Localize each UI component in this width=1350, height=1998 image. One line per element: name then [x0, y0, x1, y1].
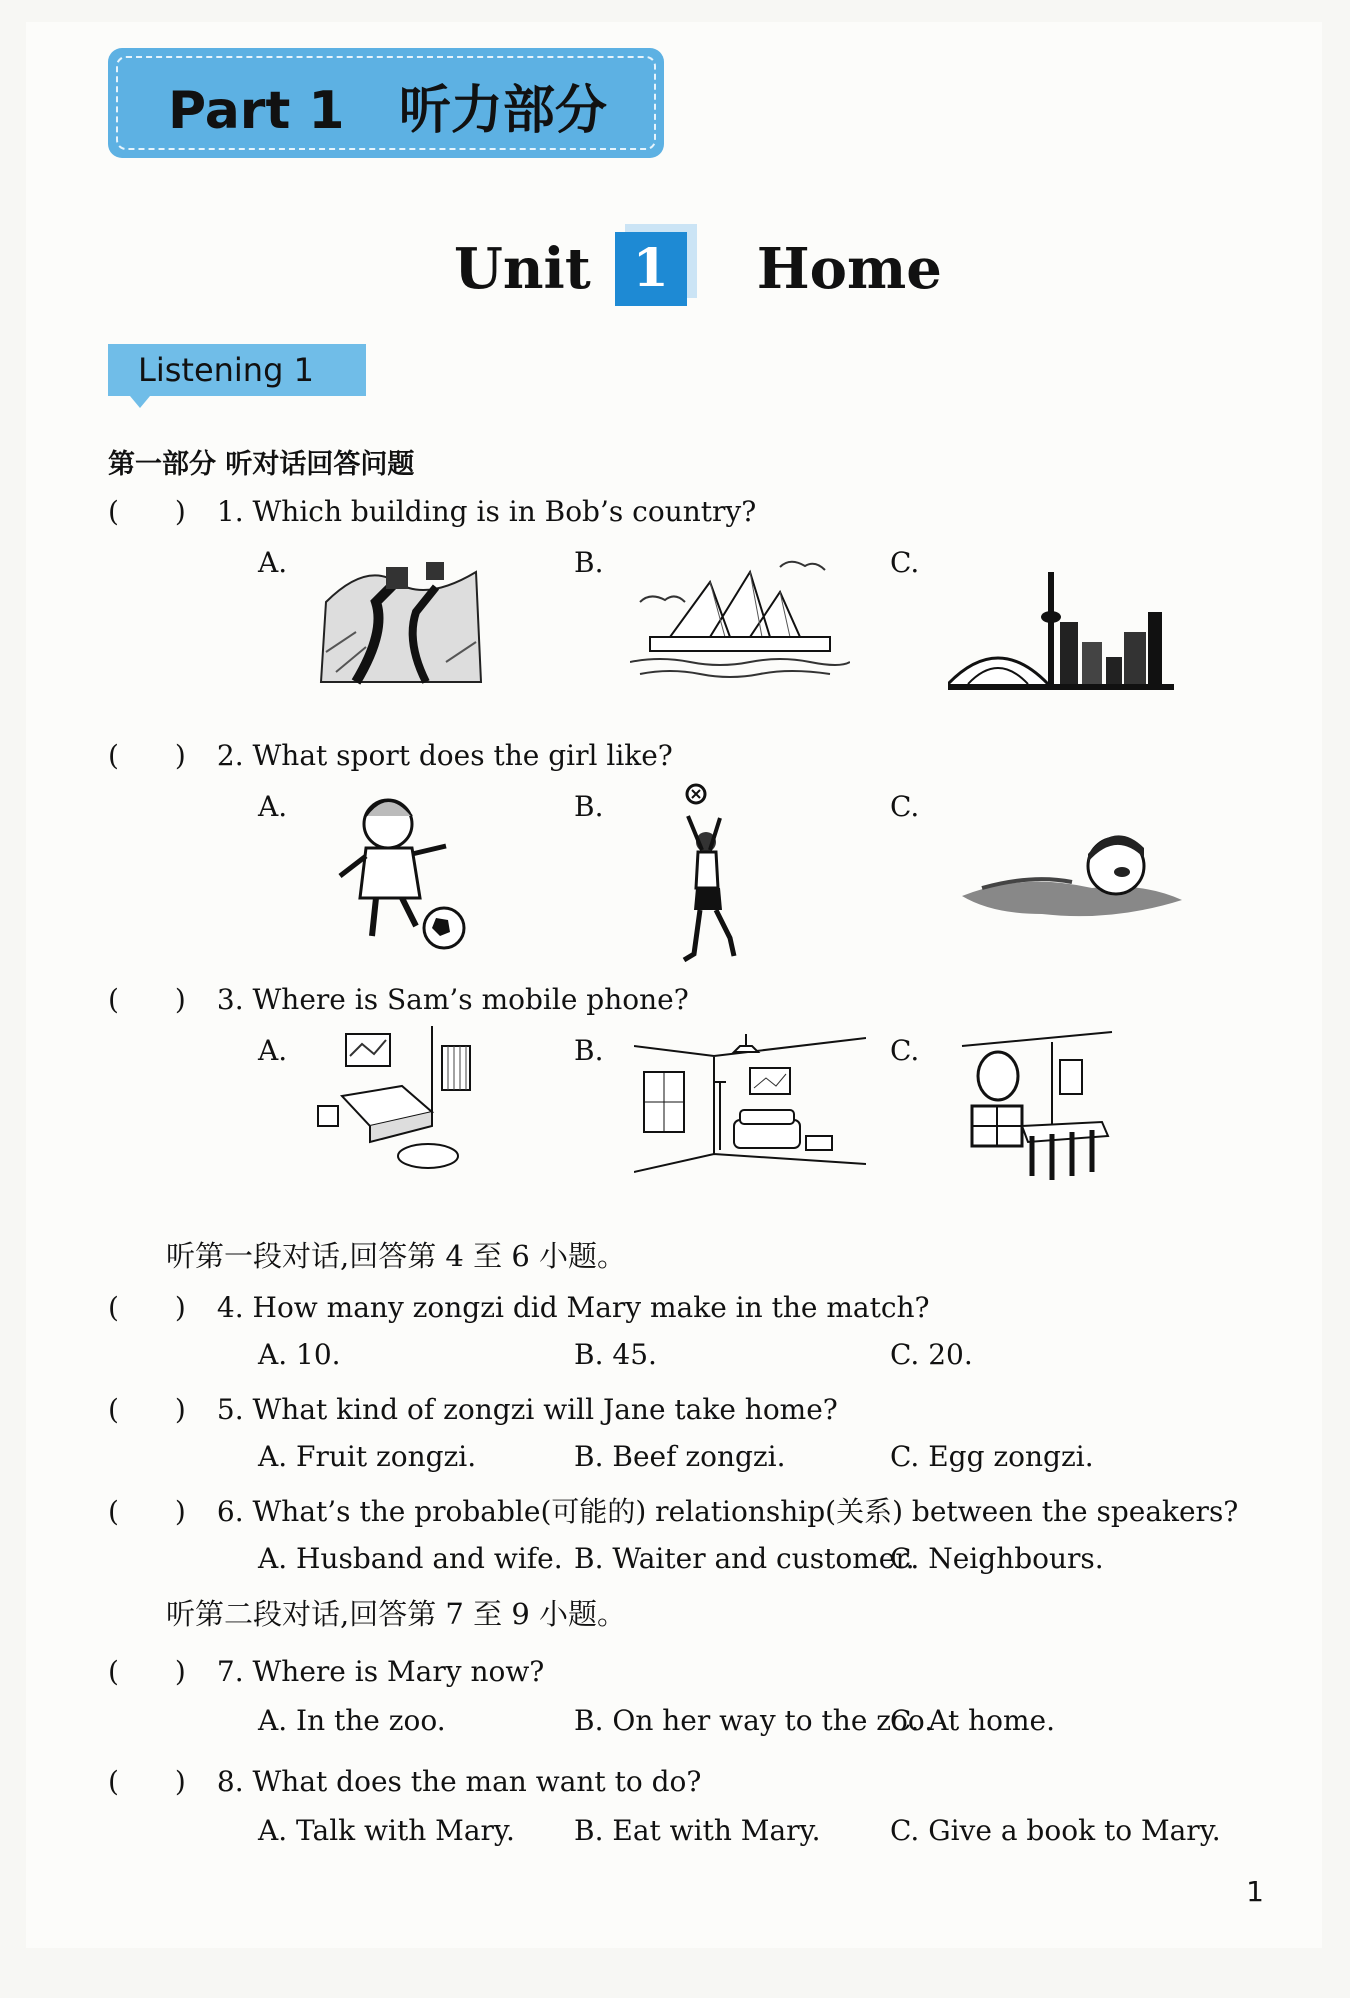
option-a[interactable]: A. Husband and wife.	[258, 1542, 563, 1575]
question-1	[108, 490, 756, 530]
answer-bracket[interactable]: ( )	[108, 739, 186, 772]
girl-playing-football-image	[316, 786, 476, 956]
question-text: 6. What’s the probable(可能的) relationship(关系) between the speakers?	[216, 1495, 1239, 1528]
question-text: 4. How many zongzi did Mary make in the match?	[216, 1291, 930, 1324]
option-a[interactable]: A. 10.	[258, 1338, 341, 1371]
living-room-image	[634, 1026, 866, 1176]
question-text: 2. What sport does the girl like?	[216, 739, 673, 772]
answer-bracket[interactable]: ( )	[108, 983, 186, 1016]
question-7	[108, 1650, 544, 1690]
girl-swimming-image	[952, 818, 1192, 928]
option-b[interactable]: B.	[574, 1034, 604, 1067]
part-banner	[108, 48, 664, 158]
question-4	[108, 1286, 930, 1326]
answer-bracket[interactable]: ( )	[108, 495, 186, 528]
section-heading: 第一部分 听对话回答问题	[108, 449, 415, 480]
option-c[interactable]: C. Give a book to Mary.	[890, 1814, 1221, 1847]
option-a[interactable]: A.	[258, 790, 288, 823]
dining-room-image	[952, 1026, 1122, 1196]
answer-bracket[interactable]: ( )	[108, 1393, 186, 1426]
option-c[interactable]: C. At home.	[890, 1704, 1056, 1737]
option-a[interactable]: A.	[258, 546, 288, 579]
answer-bracket[interactable]: ( )	[108, 1495, 186, 1528]
option-a[interactable]: A. Talk with Mary.	[258, 1814, 515, 1847]
option-c[interactable]: C.	[890, 1034, 920, 1067]
option-b[interactable]: B. On her way to the zoo.	[574, 1704, 934, 1737]
option-a[interactable]: A. In the zoo.	[258, 1704, 446, 1737]
option-c[interactable]: C.	[890, 546, 920, 579]
answer-bracket[interactable]: ( )	[108, 1655, 186, 1688]
sydney-opera-house-image	[630, 552, 850, 682]
question-text: 1. Which building is in Bob’s country?	[216, 495, 757, 528]
unit-number-badge: 1	[615, 232, 687, 306]
answer-bracket[interactable]: ( )	[108, 1765, 186, 1798]
unit-title	[454, 232, 942, 306]
question-2	[108, 734, 673, 774]
girl-playing-volleyball-image	[648, 778, 758, 968]
option-c[interactable]: C.	[890, 790, 920, 823]
great-wall-image	[316, 542, 486, 692]
question-text: 3. Where is Sam’s mobile phone?	[216, 983, 689, 1016]
option-b[interactable]: B. 45.	[574, 1338, 657, 1371]
option-b[interactable]: B.	[574, 546, 604, 579]
option-b[interactable]: B. Eat with Mary.	[574, 1814, 821, 1847]
option-b[interactable]: B.	[574, 790, 604, 823]
question-8	[108, 1760, 701, 1800]
answer-bracket[interactable]: ( )	[108, 1291, 186, 1324]
option-c[interactable]: C. Neighbours.	[890, 1542, 1104, 1575]
question-5	[108, 1388, 838, 1428]
option-b[interactable]: B. Beef zongzi.	[574, 1440, 786, 1473]
unit-name: Home	[756, 236, 942, 302]
question-6	[108, 1490, 1238, 1530]
option-c[interactable]: C. Egg zongzi.	[890, 1440, 1094, 1473]
option-c[interactable]: C. 20.	[890, 1338, 973, 1371]
option-a[interactable]: A.	[258, 1034, 288, 1067]
city-skyline-tower-image	[948, 562, 1174, 692]
question-3	[108, 978, 689, 1018]
question-text: 7. Where is Mary now?	[216, 1655, 545, 1688]
option-a[interactable]: A. Fruit zongzi.	[258, 1440, 477, 1473]
question-text: 8. What does the man want to do?	[216, 1765, 702, 1798]
part-label: Part 1	[168, 81, 345, 141]
part-cn-label: 听力部分	[398, 81, 607, 141]
dialogue-instruction: 听第一段对话,回答第 4 至 6 小题。	[166, 1239, 626, 1273]
option-b[interactable]: B. Waiter and customer.	[574, 1542, 915, 1575]
unit-label: Unit	[454, 236, 591, 302]
worksheet-page	[26, 22, 1322, 1948]
question-text: 5. What kind of zongzi will Jane take home?	[216, 1393, 838, 1426]
page-number: 1	[1246, 1875, 1264, 1908]
dialogue-instruction: 听第二段对话,回答第 7 至 9 小题。	[166, 1597, 626, 1631]
bedroom-image	[312, 1026, 482, 1176]
listening-tag: Listening 1	[108, 344, 366, 396]
